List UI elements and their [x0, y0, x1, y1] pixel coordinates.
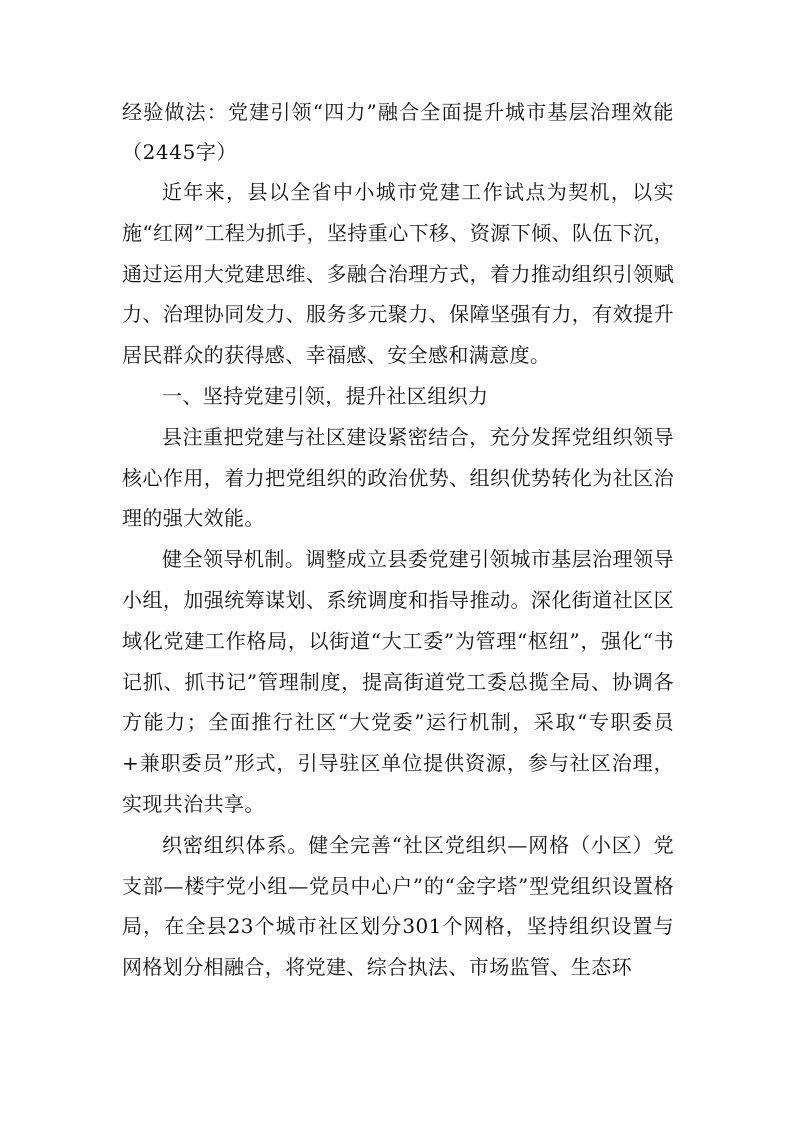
paragraph-intro: 近年来，县以全省中小城市党建工作试点为契机，以实施“红网”工程为抓手，坚持重心下移、资源下倾、队伍下沉，通过运用大党建思维、多融合治理方式，着力推动组织引领赋力、治理协同发力、服务多元聚力、保障坚强有力，有效提升居民群众的获得感、幸福感、安全感和满意度。: [122, 180, 674, 368]
paragraph-organization-system: 织密组织体系。健全完善“社区党组织—网格（小区）党支部—楼宇党小组—党员中心户”的“金字塔”型党组织设置格局，在全县23个城市社区划分301个网格，坚持组织设置与网格划分相融合，将党建、综合执法、市场监管、生态环: [122, 832, 674, 980]
section-heading-1: 一、坚持党建引领，提升社区组织力: [162, 383, 489, 408]
paragraph-leadership-mechanism: 健全领导机制。调整成立县委党建引领城市基层治理领导小组，加强统筹谋划、系统调度和指导推动。深化街道社区区域化党建工作格局，以街道“大工委”为管理“枢纽”，强化“书记抓、抓书记”管理制度，提高街道党工委总揽全局、协调各方能力；全面推行社区“大党委”运行机制，采取“专职委员+兼职委员”形式，引导驻区单位提供资源，参与社区治理，实现共治共享。: [122, 547, 674, 816]
document-title: 经验做法：党建引领“四力”融合全面提升城市基层治理效能（2445字）: [122, 100, 674, 164]
paragraph-section-1-intro: 县注重把党建与社区建设紧密结合，充分发挥党组织领导核心作用，着力把党组织的政治优势、组织优势转化为社区治理的强大效能。: [122, 424, 674, 531]
document-page: [122, 92, 674, 1032]
